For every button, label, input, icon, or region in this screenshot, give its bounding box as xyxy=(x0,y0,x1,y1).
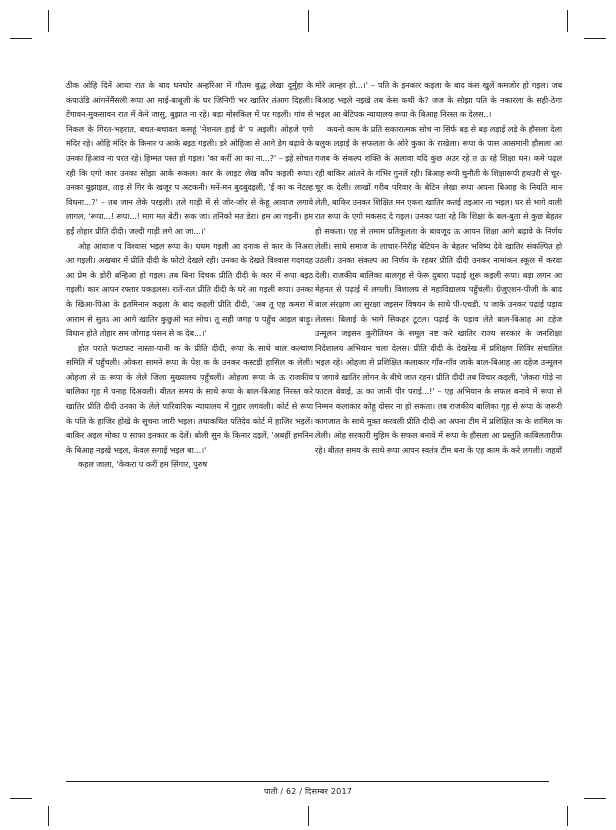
paragraph: कहल जाला, 'केकरा प करीं हम सिंगार, पुरुष xyxy=(78,459,208,470)
crop-mark-top-center-v xyxy=(308,10,309,32)
left-text-column xyxy=(66,78,313,472)
crop-mark-top-left-h xyxy=(10,38,32,39)
paragraph: होत पराते फटाफट नास्ता-पानी क के प्रीति दीदी, रूपा के साथे बाल कल्याण समिति में पहुँचली। ओकरा सामने रूपा के पेश क के उनकर कस्टडी हासिल क लेली। ओहजा से ऊ रूपा के लेले जिला मुख्यालय पहुँचली। ओहजा रूपा के ऊ राजकीय बालिका गृह में पनाह दिअवली। बीतत समय के साथे रूपा के बाल-बिआह निरस्त करे खातिर प्रीति दीदी उनका के लेले पारिवारिक न्यायालय में गुहार लगवली। कोर्ट से रूपा के पति के हाजिर होखे के सूचना जारी भइल। तथाकथित पतिदेव कोर्ट में हाजिर भइलें। बाकिर अइल मोका प साफा इनकार क देलें। बोली सुन के किनार दइलें, 'अबहीं हमनिन के बिआह नइखे भइल, केवल सगाई भइल बा...।' xyxy=(66,342,313,455)
right-text-column xyxy=(315,78,562,457)
crop-mark-top-right-v xyxy=(567,10,568,32)
crop-mark-bottom-right-h xyxy=(584,798,606,799)
paragraph: मोरे आन्हर हो...।' – पति के इनकार कइला के बाद कंस खुलें कमजोर हो गइल। जब बिआह भइले नइखे तब केस कथी के? जज के सोझा पति के नकारला के सही-ठेगा भइल आ बेटिपक न्यायालय रूपा के बिआह निरस्त क देलस..। xyxy=(315,80,562,120)
crop-mark-bottom-right-v xyxy=(567,806,568,826)
paragraph: कयनो काम के प्रति सकारात्मक सोच ना सिर्फ बड़ से बड़ लड़ाई लड़े के हौसला देला बलुक लड़ाई के सफलता के ओरे कुका के राखेला। रूपा के पास आसमानी हौसला आ गजब के संकल्प शक्ति के अलावा यदि कुछ अउर रहे त ऊ रहे शिक्षा धन। कमे पढ़ल रही बाकिर आंतने के गंभिर गुनलें रही। बिआह रूपी चुनौती के शिक्षारूपी हथउरी से चूर-चूर क देली। लाखों गरीब परिवार के बेटिन लेखा रूपा अपना बिआह के नियति मान लेती, बाकिर उनकर शिक्षित मन एकरा खातिर कतई तइआर ना भइल। घर से भागे वाली रात रूपा के एगो मकसद दे गइल। उनका पता रहे कि शिक्षा के बल-बुता से कुछ बेहतर हो सकता। एह से तमाम प्रतिकूलता के बावजूद ऊ आपन शिक्षा आगे बढ़ावे के निर्णय लेली। साथे समाज के लाचार-निरीह बेटियन के बेहतर भविष्य देवे खातिर संकल्पित हो उठली। उनका संकल्प आ निर्णय के रहबर प्रीति दीदी उनकर नामांकन स्कूल में करवा देली। राजकीय बालिका बालगृह से फेरू दुबारा पढ़ाई शुरू कइली रूपा। बड़ा लगन आ मेहनत से पढ़ाई में लगली। विशालय से महाविद्यालय पहुँचली। ग्रेजुएशन-पीजी के बाद बाल संरक्षण आ सुरक्षा जइसन विषयन के साथे पी-एचडी. प जाके उनकर पढ़ाई पड़ाव लेलस। बिलाई के भागे सिकहर टूटल। पढ़ाई के पड़ाव लेते बाल-बिआह आ टहेज उन्मूलन जइसन कुरीतियन के समूल नष्ट करे खातिर राज्य सरकार के जनशिक्षा निदेशालय अभियान चला देलस। प्रीति दीदी के देखरेख में प्रशिक्षण शिविर संचालित भइल रहे। ओहजा से प्रशिक्षित कलाकार गाँव-गाँव जाके बाल-बिआह आ दहेज उन्मूलन प जगावे खातिर लोगन के बीचे जात रहन। प्रीति दीदी तब विचार कइली, 'जेकरा गोड़े ना फाटल बेवाई, ऊ का जानी पीर पराई...!' – एह अभियान के सफल बनावे में रूपा से निम्मन कलाकार कोहू दोसर ना हो सकता। तब राजकीय बालिका गृह से रूपा के जरूरी कागजात के साथे मुक्त करवली प्रीति दीदी आ अपना टीम में प्रशिक्षित क के शामिल क लेली। ओह सरकारी मुहिम के सफल बनावे में रूपा के हौसला आ प्रस्तुति काबिलतारीफ रहे। बीतत समय के साथे रूपा आपन स्वतंत्र टीम बना के एह काम के करे लगली। जहवाँ xyxy=(315,123,562,455)
crop-mark-bottom-left-h xyxy=(10,798,32,799)
crop-mark-bottom-center-v xyxy=(308,806,309,826)
crop-mark-top-right-h xyxy=(584,38,606,39)
paragraph: ओह आवाज प विश्वास भइल रूपा के। धधम गइली आ दनाक से कार के निअरा आ गइली। अखबार में प्रीति दीदी के फोटो देखले रही। उनका के देखते विश्वास गदगदह आ प्रेम के डोरी बन्हिआ हो गइल। तब बिना दिचक प्रीति दीदी के कार में रूपा बइठ गइली। कार आपन रफ्तार पकड़लस। रातें-रात प्रीति दीदी के घरे आ गइली रूपा। उनका के खिआ-पिआ के इतमिनान कइला के बाद कहली प्रीति दीदी, 'अब तू एह कमरा में आराम से सुतऽ आ आगे खातिर कुछुओ मत सोच। तू सही जगह प पहुँच आइल बाड़ू। विधान होते तोहार सम जोगाड़ पसन से क देब...।' xyxy=(66,240,313,339)
crop-mark-top-left-v xyxy=(48,10,49,32)
crop-mark-bottom-left-v xyxy=(48,806,49,826)
footer-rule xyxy=(66,781,549,782)
paragraph: ठीक ओहि दिनें आधा रात के बाद घनघोर अन्हरिआ में गौतम बुद्ध लेखा दुर्मुंहा के कंपाउंडि आंगनेंमैंसली रूपा आ माई-बाबूजी के घर जिनिगी भर खातिर तंआग दिहली। टेंगावन-मुकसावन रात में केने जासु, बुझात ना रहे। बड़ा मोसकिल में पर गइली। गांव से निकल के गिरत-भहरात, बचत-बचावत कसहूं 'नेशनल हाई वे' प अइली। ओहजे एगो मंदिर रहे। ओहि मंदिर के किनार प आके बइठ गइली। डरे ओहिजा से आगे डेग बढ़ावे के उनका हिआव ना परत रहे। हिम्मत पस्त हो गइल। 'का करीं आ का ना...?' – इहे सोचत रही कि एगो कार उनका सोझा आके रूकल। कार के लाइट लेख कौंप कइली रूपा। उनका बुझाइल, ताड़ से गिर के खजूर प अटकनी। मनें-मन बुदबुदइली, 'ईं का क नेटल्ह विधना...?' – तब जान लेके परइली। तले गाड़ी में से जोर-जोर से केहू आवाज लगावे लागल, 'रूपा...! रूपा...! माग मत बेटी। रूक जा। तनिको मत डेरा। हम आ गइनी। हम हईं तोहार प्रीति दीदी। जल्दी गाड़ी लगे आ जा...।' xyxy=(66,80,313,236)
page-footer: पाती / 62 / दिसम्बर 2017 xyxy=(263,787,353,796)
